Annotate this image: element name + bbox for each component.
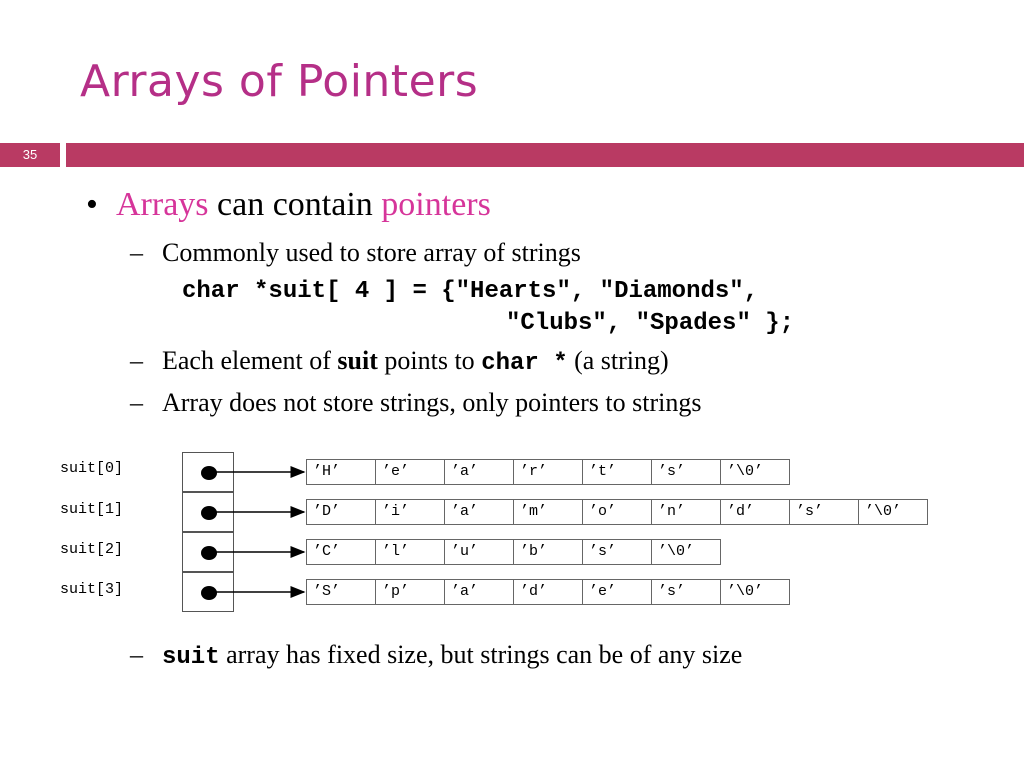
char-cell: ’\0’ bbox=[651, 539, 721, 565]
subbullet-text: Array does not store strings, only pointers to strings bbox=[162, 388, 702, 417]
keyword-arrays: Arrays bbox=[116, 186, 209, 223]
array-label-1: suit[1] bbox=[60, 501, 124, 518]
subbullet-fixed-size bbox=[130, 640, 742, 671]
char-cell: ’S’ bbox=[306, 579, 376, 605]
subbullet-text: Each element of bbox=[162, 346, 338, 375]
page-number: 35 bbox=[0, 143, 60, 167]
char-cell: ’\0’ bbox=[720, 579, 790, 605]
slide-title: Arrays of Pointers bbox=[80, 56, 479, 107]
char-cell: ’s’ bbox=[651, 579, 721, 605]
string-row-3 bbox=[306, 579, 790, 605]
char-cell: ’\0’ bbox=[858, 499, 928, 525]
code-char-pointer: char * bbox=[481, 350, 568, 377]
char-cell: ’e’ bbox=[582, 579, 652, 605]
char-cell: ’p’ bbox=[375, 579, 445, 605]
char-cell: ’u’ bbox=[444, 539, 514, 565]
char-cell: ’i’ bbox=[375, 499, 445, 525]
char-cell: ’a’ bbox=[444, 459, 514, 485]
array-label-2: suit[2] bbox=[60, 541, 124, 558]
char-cell: ’a’ bbox=[444, 579, 514, 605]
subbullet-text: array has fixed size, but strings can be of any size bbox=[219, 640, 743, 669]
code-suit: suit bbox=[162, 644, 220, 671]
char-cell: ’d’ bbox=[720, 499, 790, 525]
bullet-marker: • bbox=[86, 186, 98, 223]
subbullet-text: (a string) bbox=[567, 346, 669, 375]
string-row-1 bbox=[306, 499, 928, 525]
char-cell: ’C’ bbox=[306, 539, 376, 565]
char-cell: ’r’ bbox=[513, 459, 583, 485]
char-cell: ’t’ bbox=[582, 459, 652, 485]
array-label-0: suit[0] bbox=[60, 460, 124, 477]
subbullet-text: Commonly used to store array of strings bbox=[162, 238, 581, 267]
char-cell: ’e’ bbox=[375, 459, 445, 485]
char-cell: ’n’ bbox=[651, 499, 721, 525]
dash-marker: – bbox=[130, 640, 143, 669]
array-label-3: suit[3] bbox=[60, 581, 124, 598]
char-cell: ’d’ bbox=[513, 579, 583, 605]
char-cell: ’\0’ bbox=[720, 459, 790, 485]
dash-marker: – bbox=[130, 238, 143, 267]
char-cell: ’H’ bbox=[306, 459, 376, 485]
dash-marker: – bbox=[130, 346, 143, 375]
char-cell: ’o’ bbox=[582, 499, 652, 525]
string-row-0 bbox=[306, 459, 790, 485]
keyword-pointers: pointers bbox=[381, 186, 491, 223]
char-cell: ’m’ bbox=[513, 499, 583, 525]
char-cell: ’l’ bbox=[375, 539, 445, 565]
char-cell: ’a’ bbox=[444, 499, 514, 525]
char-cell: ’b’ bbox=[513, 539, 583, 565]
char-cell: ’s’ bbox=[789, 499, 859, 525]
code-line-1: char *suit[ 4 ] = {"Hearts", "Diamonds", bbox=[182, 278, 759, 305]
bold-suit: suit bbox=[337, 346, 378, 375]
string-row-2 bbox=[306, 539, 721, 565]
subbullet-text: points to bbox=[377, 346, 482, 375]
code-line-2: "Clubs", "Spades" }; bbox=[506, 310, 795, 337]
char-cell: ’s’ bbox=[582, 539, 652, 565]
dash-marker: – bbox=[130, 388, 143, 417]
char-cell: ’D’ bbox=[306, 499, 376, 525]
char-cell: ’s’ bbox=[651, 459, 721, 485]
bullet-text: can contain bbox=[208, 186, 382, 223]
